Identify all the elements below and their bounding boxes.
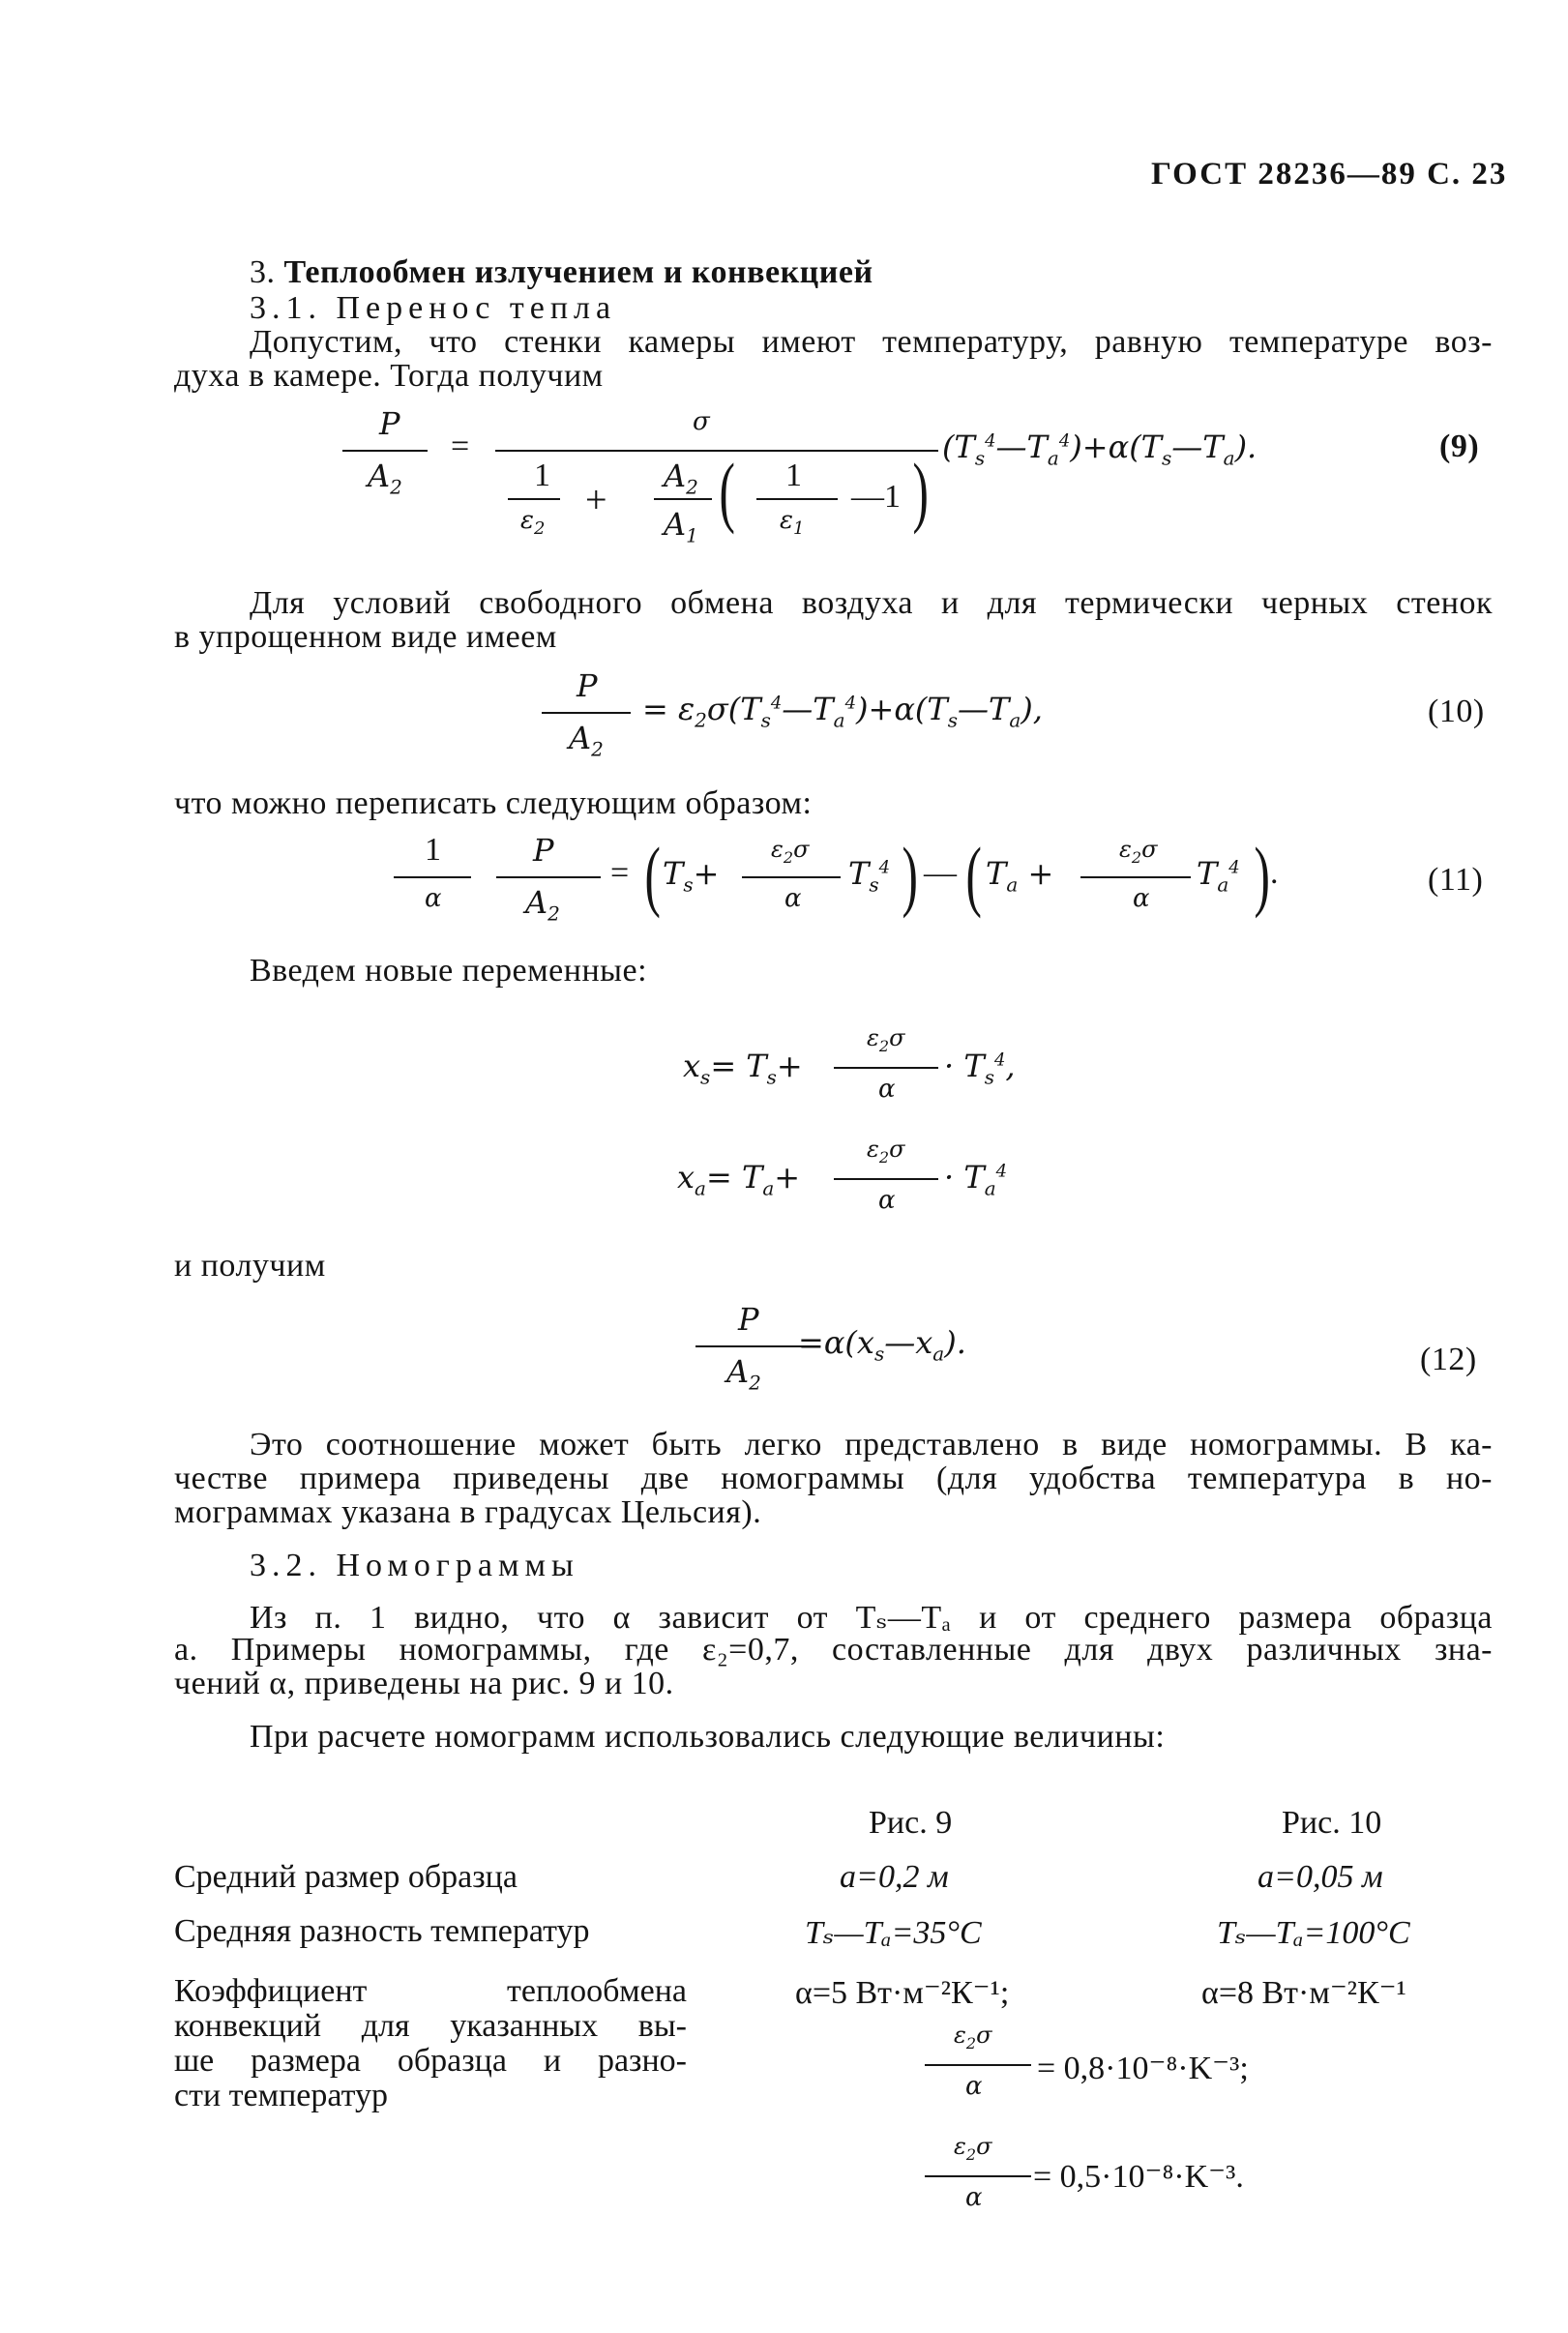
section-number: 3.	[250, 254, 276, 290]
equation-9: P $A_2$ = σ 1 $\varepsilon_2$ + $A_2$ $A_1$ ( 1 $\varepsilon_1$ —1 ) $(T_s^4—T_a^4)+\alpha(T_s—T_a)$.	[329, 401, 1296, 556]
table-cell: α=5 Вт·м⁻²К⁻¹;	[795, 1975, 1010, 2011]
paragraph-line: что можно переписать следующим образом:	[174, 785, 813, 821]
equation-10: P $A_2$ = $\varepsilon_2\sigma(T_s^4—T_a^4)+\alpha(T_s—T_a)$,	[542, 667, 1219, 774]
subsection-3-2-heading: 3.2. Номограммы	[250, 1548, 579, 1583]
ratio-fraction: $\varepsilon_2\sigma$ α	[919, 2022, 1403, 2118]
paragraph-line: При расчете номограмм использовались следующие величины:	[250, 1719, 1166, 1755]
ratio-value: = 0,5·10⁻⁸·K⁻³.	[1033, 2159, 1244, 2195]
paragraph-line: в упрощенном виде имеем	[174, 619, 557, 655]
paragraph-line: Из п. 1 видно, что α зависит от Tₛ—Tₐ и от среднего размера образца	[250, 1600, 1493, 1636]
equation-number: (10)	[1428, 694, 1485, 729]
subsection-3-1-heading: 3.1. Перенос тепла	[250, 290, 617, 326]
equation-12: P $A_2$ $=\alpha(x_s—x_a)$.	[692, 1301, 1079, 1407]
ratio-value: = 0,8·10⁻⁸·K⁻³;	[1037, 2051, 1249, 2086]
paragraph-line: и получим	[174, 1248, 326, 1284]
equation-11: 1 α P $A_2$ = ( $T_s+$ $\varepsilon_2\sigma$ α $T_s^4$ ) — ( $T_a$ + $\varepsilon_2\sigma$ α $T_a^4$ ) .	[382, 832, 1349, 938]
equation-xs: $x_s= T_s+$ $\varepsilon_2\sigma$ α · $T_s^4$,	[683, 1024, 1016, 1104]
table-col-header: Рис. 10	[1282, 1805, 1382, 1841]
table-cell: Tₛ—Tₐ=100°C	[1217, 1915, 1410, 1951]
paragraph-line: Допустим, что стенки камеры имеют температуру, равную температуре воз-	[250, 324, 1493, 360]
paragraph-line: мограммах указана в градусах Цельсия).	[174, 1494, 762, 1530]
table-row-label: конвекций для указанных вы-	[174, 2008, 687, 2044]
equation-number: (12)	[1420, 1342, 1477, 1377]
table-cell: a=0,2 м	[840, 1859, 949, 1895]
paragraph-line: Для условий свободного обмена воздуха и для термически черных стенок	[250, 585, 1493, 621]
table-row-label: Средний размер образца	[174, 1859, 518, 1895]
table-row-label: Средняя разность температур	[174, 1913, 590, 1949]
table-cell: α=8 Вт·м⁻²К⁻¹	[1201, 1975, 1406, 2011]
ratio-fraction: $\varepsilon_2\sigma$ α	[919, 2133, 1403, 2230]
section-3-heading	[250, 254, 873, 291]
paragraph-line: духа в камере. Тогда получим	[174, 358, 604, 394]
paragraph-line: a. Примеры номограммы, где ε₂=0,7, составленные для двух различных зна-	[174, 1632, 1493, 1668]
table-cell: Tₛ—Tₐ=35°C	[805, 1915, 982, 1951]
paragraph-line: Это соотношение может быть легко представлено в виде номограммы. В ка-	[250, 1427, 1493, 1462]
table-cell: a=0,05 м	[1257, 1859, 1383, 1895]
table-row-label: сти температур	[174, 2078, 389, 2113]
equation-number: (9)	[1439, 428, 1480, 464]
paragraph-line: честве примера приведены две номограммы (для удобства температура в но-	[174, 1461, 1493, 1496]
page-header: ГОСТ 28236—89 С. 23	[1151, 157, 1508, 192]
equation-number: (11)	[1428, 862, 1484, 898]
equation-xa: $x_a= T_a+$ $\varepsilon_2\sigma$ α · $T_a^4$	[677, 1136, 1008, 1215]
table-row-label: ше размера образца и разно-	[174, 2043, 687, 2079]
table-col-header: Рис. 9	[869, 1805, 953, 1841]
paragraph-line: Введем новые переменные:	[250, 953, 648, 989]
paragraph-line: чений α, приведены на рис. 9 и 10.	[174, 1666, 674, 1701]
section-title: Теплообмен излучением и конвекцией	[283, 254, 873, 290]
table-row-label: Коэффициент теплообмена	[174, 1973, 687, 2009]
